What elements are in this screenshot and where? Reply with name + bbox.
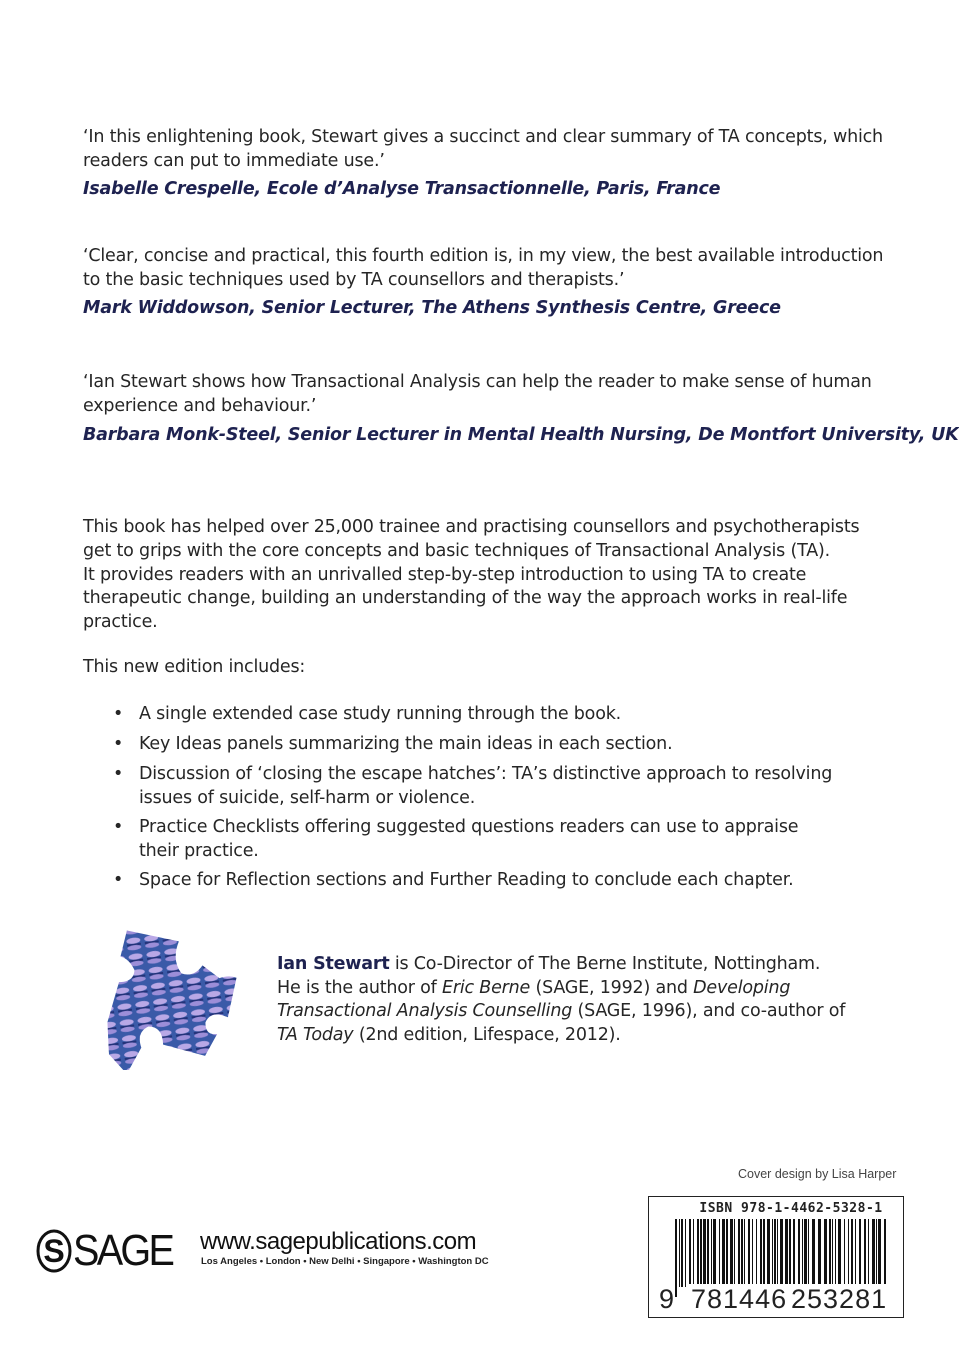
- barcode-bar: [752, 1219, 753, 1287]
- barcode-bar: [722, 1219, 725, 1287]
- book-title: TA Today: [277, 1024, 354, 1045]
- barcode-bar: [829, 1219, 831, 1287]
- includes-heading: This new edition includes:: [83, 657, 306, 677]
- barcode-bar: [802, 1219, 803, 1287]
- barcode-bar: [777, 1219, 778, 1287]
- cover-design-credit: Cover design by Lisa Harper: [738, 1167, 897, 1181]
- isbn-first-digit: 9: [659, 1284, 675, 1314]
- bullet-text: A single extended case study running through the book.: [139, 704, 621, 724]
- svg-text:S: S: [43, 1233, 65, 1269]
- quote-1-attribution: Isabelle Crespelle, Ecole d’Analyse Transactionnelle, Paris, France: [83, 179, 721, 199]
- barcode-bar: [848, 1219, 849, 1287]
- quote-line: experience and behaviour.’: [83, 395, 317, 416]
- barcode-bar: [808, 1219, 809, 1287]
- quote-line: ‘Clear, concise and practical, this fourth edition is, in my view, the best available introduction: [83, 246, 884, 266]
- barcode-bar: [876, 1219, 877, 1287]
- sage-s-icon: [36, 1229, 72, 1273]
- barcode-bar: [774, 1219, 776, 1287]
- barcode-bar: [824, 1219, 827, 1287]
- bio-text: (2nd edition, Lifespace, 2012).: [353, 1024, 621, 1045]
- description-line: therapeutic change, building an understanding of the way the approach works in real-life: [83, 588, 848, 609]
- bullet-icon: •: [113, 764, 124, 784]
- bullet-item: [113, 816, 853, 863]
- barcode-bar: [767, 1219, 770, 1287]
- quote-line: to the basic techniques used by TA counsellors and therapists.’: [83, 269, 625, 290]
- bullet-text: Key Ideas panels summarizing the main ideas in each section.: [139, 734, 673, 754]
- quote-line: readers can put to immediate use.’: [83, 150, 385, 171]
- bio-text: is Co-Director of The Berne Institute, Nottingham.: [389, 954, 821, 974]
- publisher-cities: Los Angeles • London • New Delhi • Singapore • Washington DC: [201, 1256, 489, 1267]
- publisher-name: SAGE: [73, 1226, 173, 1275]
- barcode-bar: [748, 1219, 750, 1287]
- quote-3-attribution: Barbara Monk-Steel, Senior Lecturer in Mental Health Nursing, De Montfort University, UK: [83, 425, 959, 445]
- barcode-bar: [734, 1219, 735, 1287]
- bullet-icon: •: [113, 734, 124, 754]
- barcode-bar: [744, 1219, 745, 1287]
- bullet-text: Practice Checklists offering suggested questions readers can use to appraise their practice.: [139, 817, 799, 861]
- bio-text: He is the author of: [277, 977, 442, 998]
- barcode-bar: [818, 1219, 821, 1287]
- description-line: This book has helped over 25,000 trainee and practising counsellors and psychotherapists: [83, 517, 860, 537]
- barcode-bar: [789, 1219, 791, 1287]
- barcode-bar: [844, 1219, 845, 1287]
- barcode-bar: [772, 1219, 773, 1287]
- quote-3: [83, 371, 872, 418]
- isbn-group-1: 781446: [691, 1284, 788, 1314]
- isbn-barcode: [648, 1196, 904, 1318]
- quote-2-attribution: Mark Widdowson, Senior Lecturer, The Athens Synthesis Centre, Greece: [83, 298, 781, 318]
- bullet-text: Discussion of ‘closing the escape hatches’: TA’s distinctive approach to resolving issues of suicide, self-harm or violence.: [139, 764, 833, 808]
- barcode-bar: [785, 1219, 788, 1287]
- barcode-bar: [730, 1219, 733, 1287]
- book-title: Developing: [693, 977, 791, 998]
- barcode-bar: [703, 1219, 706, 1287]
- quote-2: [83, 245, 883, 292]
- barcode-bar: [872, 1219, 875, 1287]
- barcode-bar: [763, 1219, 765, 1287]
- barcode-bar: [713, 1219, 716, 1287]
- barcode-bar: [851, 1219, 853, 1287]
- bullet-text: Space for Reflection sections and Further Reading to conclude each chapter.: [139, 870, 794, 890]
- isbn-label: ISBN 978-1-4462-5328-1: [699, 1201, 883, 1216]
- barcode-bar: [719, 1219, 720, 1287]
- quote-line: ‘In this enlightening book, Stewart gives a succinct and clear summary of TA concepts, which: [83, 127, 883, 147]
- publisher-url[interactable]: www.sagepublications.com: [200, 1228, 477, 1255]
- barcode-bar: [689, 1219, 691, 1287]
- barcode-bar: [675, 1219, 677, 1297]
- barcode-bar: [693, 1219, 694, 1287]
- quote-line: ‘Ian Stewart shows how Transactional Analysis can help the reader to make sense of human: [83, 372, 872, 392]
- barcode-bar: [711, 1219, 712, 1287]
- book-title: Transactional Analysis Counselling: [277, 1001, 573, 1021]
- bio-text: (SAGE, 1996), and co-author of: [572, 1001, 846, 1021]
- barcode-bar: [679, 1219, 680, 1287]
- quote-1: [83, 126, 883, 173]
- isbn-group-2: 253281: [791, 1284, 888, 1314]
- barcode-bar: [878, 1219, 881, 1287]
- author-bio: [277, 953, 845, 1047]
- bullet-icon: •: [113, 870, 124, 890]
- description: [83, 516, 859, 635]
- bullet-icon: •: [113, 704, 124, 724]
- barcode-bar: [884, 1219, 886, 1287]
- barcode-bar: [838, 1219, 841, 1287]
- barcode-bar: [832, 1219, 833, 1287]
- barcode-bar: [741, 1219, 743, 1287]
- barcode-bar: [700, 1219, 702, 1287]
- barcode-bar: [685, 1219, 686, 1287]
- barcode-bar: [726, 1219, 728, 1287]
- barcode-bar: [793, 1219, 795, 1287]
- barcode-bar: [756, 1219, 757, 1287]
- bullet-item: [113, 703, 853, 727]
- barcode-bar: [707, 1219, 709, 1287]
- barcode-bar: [738, 1219, 740, 1287]
- barcode-bar: [859, 1219, 861, 1287]
- bullet-icon: •: [113, 817, 124, 837]
- bullet-item: [113, 733, 853, 757]
- barcode-bar: [864, 1219, 866, 1287]
- barcode-bar: [798, 1219, 800, 1287]
- bullet-item: [113, 869, 853, 893]
- description-line: practice.: [83, 612, 158, 633]
- barcode-bar: [868, 1219, 869, 1287]
- barcode-bar: [760, 1219, 762, 1287]
- barcode-bar: [855, 1219, 856, 1287]
- description-line: get to grips with the core concepts and basic techniques of Transactional Analysis (TA).: [83, 540, 830, 561]
- barcode-bar: [812, 1219, 815, 1287]
- puzzle-piece-image: [96, 915, 246, 1070]
- bullet-item: [113, 763, 863, 810]
- author-name: Ian Stewart: [277, 954, 390, 974]
- barcode-bar: [697, 1219, 699, 1287]
- barcode-bar: [804, 1219, 807, 1287]
- barcode-bar: [835, 1219, 836, 1287]
- book-title: Eric Berne: [441, 977, 531, 998]
- bio-text: (SAGE, 1992) and: [530, 977, 694, 998]
- barcode-bar: [681, 1219, 683, 1287]
- description-line: It provides readers with an unrivalled step-by-step introduction to using TA to create: [83, 564, 807, 585]
- publisher-logo: [36, 1226, 183, 1276]
